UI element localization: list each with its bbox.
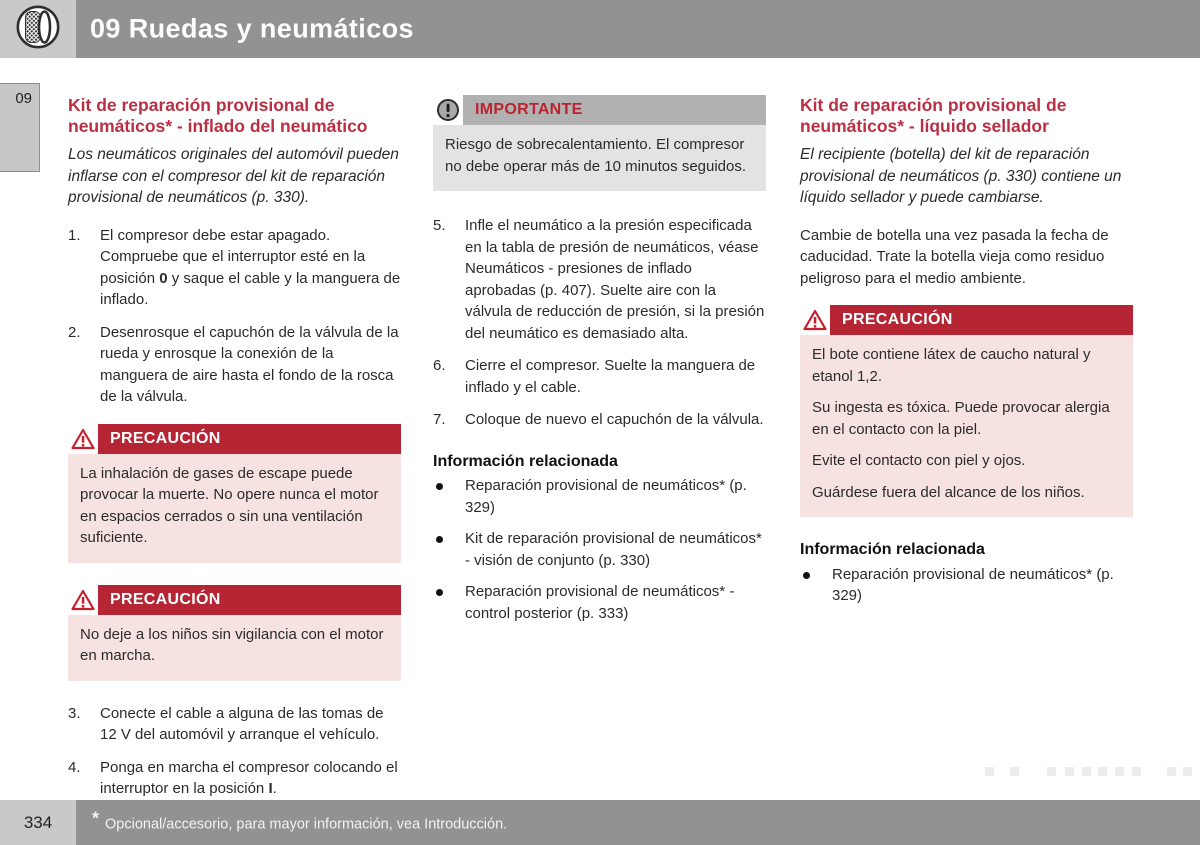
caution-body — [68, 615, 401, 681]
related-item — [433, 475, 766, 518]
related-heading: Información relacionada — [433, 452, 618, 470]
step-text: Coloque de nuevo el capuchón de la válvula. — [465, 411, 764, 428]
caution-text: Evite el contacto con piel y ojos. — [812, 452, 1026, 469]
chapter-title: 09 Ruedas y neumáticos — [90, 13, 414, 44]
related-item-text: Reparación provisional de neumáticos* (p. 329) — [465, 477, 747, 516]
caution-text: Guárdese fuera del alcance de los niños. — [812, 483, 1085, 501]
caution-text: Su ingesta es tóxica. Puede provocar alergia en el contacto con la piel. — [812, 399, 1110, 438]
step-number: 6. — [433, 357, 446, 374]
related-item-text: Reparación provisional de neumáticos* - control posterior (p. 333) — [465, 583, 735, 622]
step-item — [68, 322, 401, 408]
chapter-tab: 09 — [0, 83, 40, 172]
warning-triangle-icon — [68, 585, 98, 615]
bullet-dot-icon — [803, 572, 810, 579]
warning-triangle-icon — [68, 424, 98, 454]
important-title: IMPORTANTE — [463, 95, 766, 125]
step-item — [68, 225, 401, 311]
related-item-text: Kit de reparación provisional de neumáticos* - visión de conjunto (p. 330) — [465, 530, 762, 569]
related-list — [433, 475, 766, 624]
related-item-text: Reparación provisional de neumáticos* (p. 329) — [832, 565, 1114, 604]
related-list — [800, 564, 1133, 607]
page-footer — [0, 800, 1200, 845]
body-paragraph: Cambie de botella una vez pasada la fecha de caducidad. Trate la botella vieja como residuo peligroso para el medio ambiente. — [800, 226, 1109, 287]
caution-title: PRECAUCIÓN — [830, 305, 1133, 335]
step-item — [433, 409, 766, 431]
step-text: El compresor debe estar apagado. Compruebe que el interruptor esté en la posición 0 y saque el cable y la manguera de inflado. — [100, 226, 401, 308]
caution-text: La inhalación de gases de escape puede provocar la muerte. No opere nunca el motor en espacios cerrados o sin una ventilación suficiente. — [80, 464, 379, 546]
step-item — [433, 215, 766, 344]
related-item — [800, 564, 1133, 607]
caution-title: PRECAUCIÓN — [98, 585, 401, 615]
bullet-dot-icon — [436, 483, 443, 490]
lead-paragraph: El recipiente (botella) del kit de reparación provisional de neumáticos (p. 330) contiene un líquido sellador y puede cambiarse. — [800, 146, 1122, 206]
chapter-icon-box — [0, 0, 76, 58]
bullet-dot-icon — [436, 536, 443, 543]
step-number: 1. — [68, 226, 81, 244]
section-heading: Kit de reparación provisional de neumáticos* - líquido sellador — [800, 95, 1067, 136]
step-number: 4. — [68, 758, 81, 776]
caution-body — [800, 335, 1133, 517]
tire-icon — [15, 4, 61, 55]
step-number: 7. — [433, 411, 446, 428]
important-header — [433, 95, 766, 125]
caution-text: No deje a los niños sin vigilancia con el motor en marcha. — [80, 625, 384, 664]
important-body — [433, 125, 766, 191]
step-item — [68, 757, 401, 800]
caution-header — [68, 585, 401, 615]
caution-title: PRECAUCIÓN — [98, 424, 401, 454]
caution-box — [68, 585, 401, 681]
exclamation-circle-icon — [433, 95, 463, 125]
step-text: Ponga en marcha el compresor colocando el interruptor en la posición I. — [100, 758, 398, 797]
step-text: Desenrosque el capuchón de la válvula de la rueda y enrosque la conexión de la manguera de aire hasta el fondo de la rosca de la válvula. — [100, 323, 399, 405]
step-list — [68, 703, 401, 800]
important-text: Riesgo de sobrecalentamiento. El compresor no debe operar más de 10 minutos seguidos. — [445, 136, 747, 175]
bullet-dot-icon — [436, 589, 443, 596]
step-text: Conecte el cable a alguna de las tomas de 12 V del automóvil y arranque el vehículo. — [100, 704, 384, 743]
page-number: 334 — [0, 800, 76, 845]
caution-text: El bote contiene látex de caucho natural y etanol 1,2. — [812, 346, 1091, 385]
lead-paragraph: Los neumáticos originales del automóvil pueden inflarse con el compresor del kit de reparación provisional de neumáticos (p. 330). — [68, 146, 399, 206]
caution-box — [68, 424, 401, 563]
step-text: Cierre el compresor. Suelte la manguera de inflado y el cable. — [465, 357, 756, 396]
step-number: 5. — [433, 217, 446, 234]
related-item — [433, 581, 766, 624]
step-number: 3. — [68, 704, 81, 722]
caution-header — [68, 424, 401, 454]
related-heading: Información relacionada — [800, 541, 985, 558]
step-list — [433, 215, 766, 431]
step-number: 2. — [68, 323, 81, 341]
column-right — [800, 95, 1133, 617]
step-text: Infle el neumático a la presión especificada en la tabla de presión de neumáticos, véase Neumáticos - presiones de inflado aprobadas (p. 407). Suelte aire con la válvula de reducción de presión, si la presión del neumático es demasiado alta. — [465, 217, 765, 342]
caution-body — [68, 454, 401, 563]
step-item — [68, 703, 401, 746]
footnote-text: Opcional/accesorio, para mayor información, vea Introducción. — [105, 816, 508, 832]
page-header — [0, 0, 1200, 58]
important-box — [433, 95, 766, 191]
warning-triangle-icon — [800, 305, 830, 335]
column-left — [68, 95, 401, 811]
column-middle — [433, 95, 766, 634]
related-item — [433, 528, 766, 571]
footnote-asterisk: * — [92, 808, 100, 828]
step-item — [433, 355, 766, 398]
caution-box — [800, 305, 1133, 517]
caution-header — [800, 305, 1133, 335]
step-list — [68, 225, 401, 408]
footnote — [92, 808, 508, 833]
section-heading: Kit de reparación provisional de neumáticos* - inflado del neumático — [68, 95, 368, 136]
